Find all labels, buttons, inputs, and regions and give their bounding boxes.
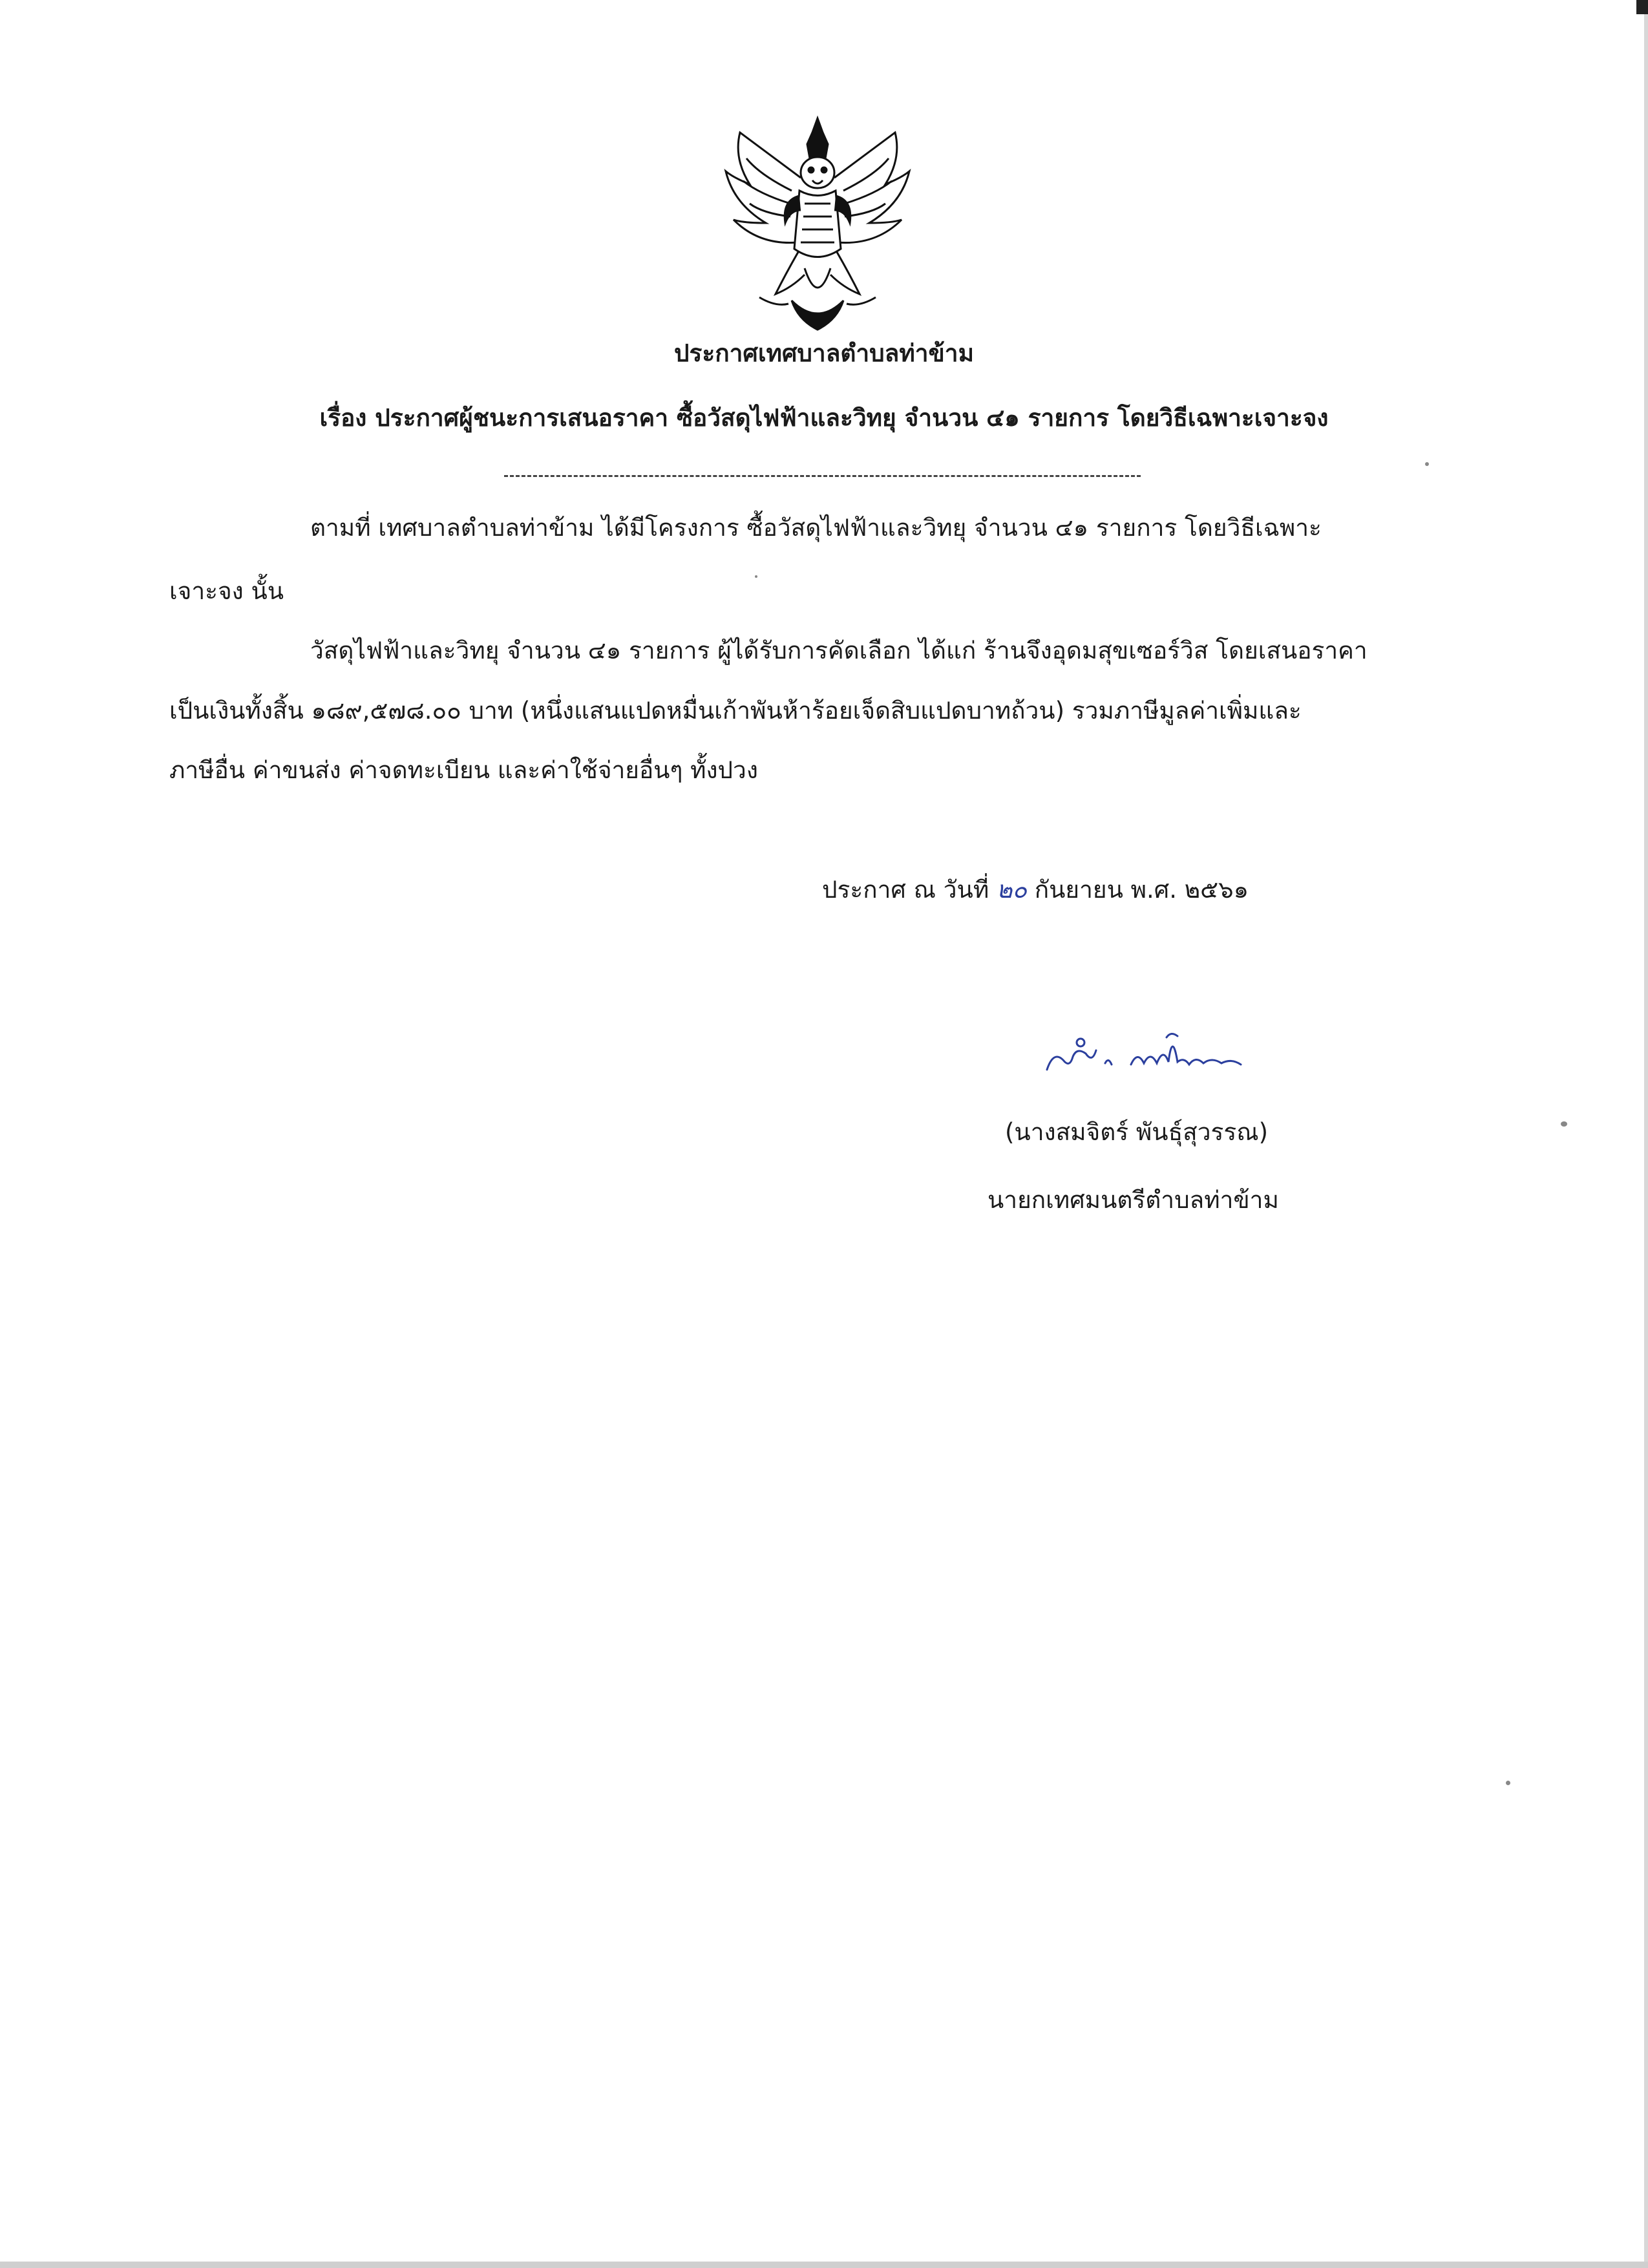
scan-corner-mark xyxy=(1636,0,1648,14)
scan-speck xyxy=(1561,1121,1567,1127)
separator-rule xyxy=(504,475,1141,477)
garuda-emblem-icon xyxy=(714,113,921,336)
scan-edge-bottom xyxy=(0,2262,1648,2268)
signatory-name: (นางสมจิตร์ พันธุ์สุวรรณ) xyxy=(1005,1118,1269,1146)
paragraph2-line2: เป็นเงินทั้งสิ้น ๑๘๙,๕๗๘.๐๐ บาท (หนึ่งแสนแปดหมื่นเก้าพันห้าร้อยเจ็ดสิบแปดบาทถ้วน) รวมภาษีมูลค่าเพิ่มและ xyxy=(169,697,1302,725)
document-subject: เรื่อง ประกาศผู้ชนะการเสนอราคา ซื้อวัสดุไฟฟ้าและวิทยุ จำนวน ๔๑ รายการ โดยวิธีเฉพาะเจาะจง xyxy=(319,404,1329,432)
announcement-date xyxy=(822,876,1249,904)
handwritten-signature xyxy=(1034,1024,1254,1083)
document-org-title: ประกาศเทศบาลตำบลท่าข้าม xyxy=(674,339,974,367)
date-prefix: ประกาศ ณ วันที่ xyxy=(822,876,989,904)
paragraph2-line1: วัสดุไฟฟ้าและวิทยุ จำนวน ๔๑ รายการ ผู้ได้รับการคัดเลือก ได้แก่ ร้านจึงอุดมสุขเซอร์วิส โดยเสนอราคา xyxy=(310,637,1368,664)
paragraph1-line1: ตามที่ เทศบาลตำบลท่าข้าม ได้มีโครงการ ซื้อวัสดุไฟฟ้าและวิทยุ จำนวน ๔๑ รายการ โดยวิธีเฉพาะ xyxy=(310,514,1322,542)
date-day-handwritten: ๒๐ xyxy=(996,876,1027,904)
paragraph1-line2: เจาะจง นั้น xyxy=(169,577,284,605)
signatory-position: นายกเทศมนตรีตำบลท่าข้าม xyxy=(988,1186,1279,1214)
paragraph2-line3: ภาษีอื่น ค่าขนส่ง ค่าจดทะเบียน และค่าใช้จ่ายอื่นๆ ทั้งปวง xyxy=(169,756,758,784)
date-month-year: กันยายน พ.ศ. ๒๕๖๑ xyxy=(1034,876,1249,904)
scan-speck xyxy=(1425,462,1429,466)
scan-speck xyxy=(755,575,757,578)
scan-speck xyxy=(1506,1781,1510,1785)
